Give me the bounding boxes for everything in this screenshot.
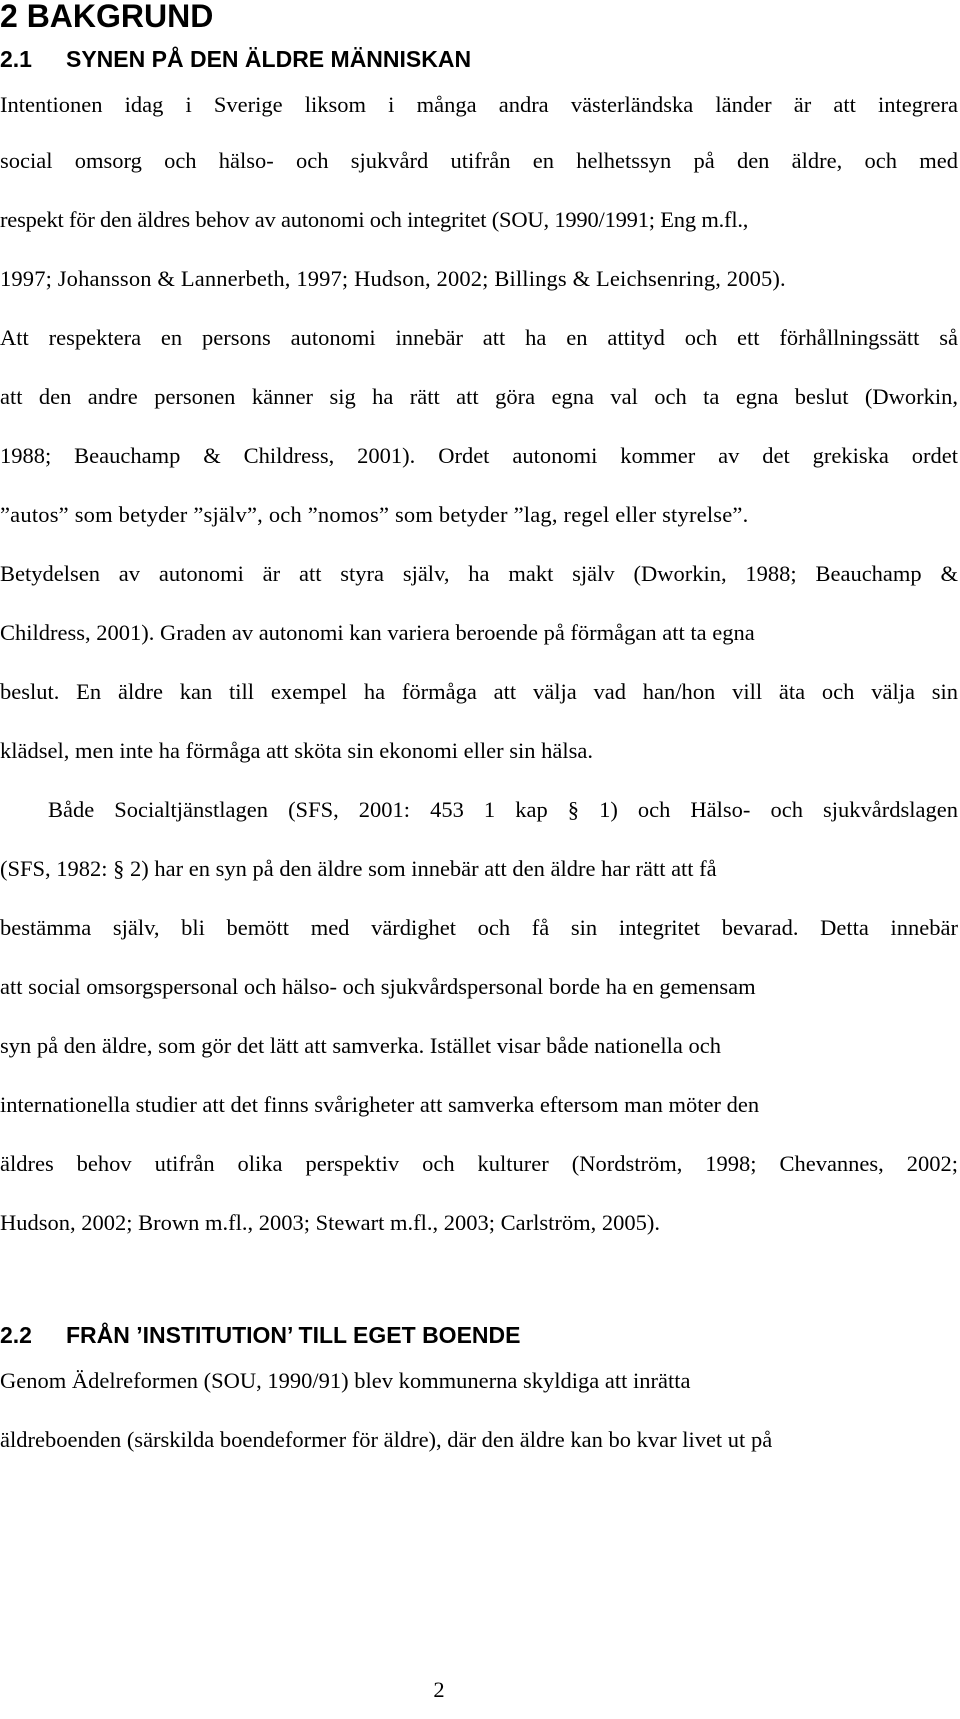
text-line: Hudson, 2002; Brown m.fl., 2003; Stewart m.fl., 2003; Carlström, 2005). [0, 1210, 660, 1235]
text-line: Childress, 2001). Graden av autonomi kan variera beroende på förmågan att ta egna [0, 620, 755, 645]
subsection-number: 2.1 [0, 46, 32, 72]
text-line: (SFS, 1982: § 2) har en syn på den äldre som innebär att den äldre har rätt att få [0, 856, 717, 881]
text-line: Betydelsen av autonomi är att styra själv, ha makt själv (Dworkin, 1988; Beauchamp & [0, 561, 958, 586]
subsection-heading-2-1 [0, 44, 471, 74]
text-line: bestämma själv, bli bemött med värdighet och få sin integritet bevarad. Detta innebär [0, 915, 958, 940]
section-heading: 2 BAKGRUND [0, 0, 214, 34]
text-line: Intentionen idag i Sverige liksom i många andra västerländska länder är att integrera [0, 92, 958, 117]
text-line: att social omsorgspersonal och hälso- och sjukvårdspersonal borde ha en gemensam [0, 974, 756, 999]
text-line: 1988; Beauchamp & Childress, 2001). Ordet autonomi kommer av det grekiska ordet [0, 443, 958, 468]
text-line: äldreboenden (särskilda boendeformer för äldre), där den äldre kan bo kvar livet ut på [0, 1427, 773, 1452]
text-line: Både Socialtjänstlagen (SFS, 2001: 453 1 kap § 1) och Hälso- och sjukvårdslagen [48, 797, 958, 822]
text-line: beslut. En äldre kan till exempel ha förmåga att välja vad han/hon vill äta och välja sin [0, 679, 958, 704]
text-line: Genom Ädelreformen (SOU, 1990/91) blev kommunerna skyldiga att inrätta [0, 1368, 691, 1393]
text-line: Att respektera en persons autonomi innebär att ha en attityd och ett förhållningssätt så [0, 325, 958, 350]
text-line: respekt för den äldres behov av autonomi och integritet (SOU, 1990/1991; Eng m.fl., [0, 207, 749, 232]
subsection-title: FRÅN ’INSTITUTION’ TILL EGET BOENDE [66, 1322, 521, 1348]
subsection-heading-2-2 [0, 1320, 520, 1350]
text-line: att den andre personen känner sig ha rätt att göra egna val och ta egna beslut (Dworkin, [0, 384, 958, 409]
text-line: internationella studier att det finns svårigheter att samverka eftersom man möter den [0, 1092, 760, 1117]
text-line: 1997; Johansson & Lannerbeth, 1997; Hudson, 2002; Billings & Leichsenring, 2005). [0, 266, 786, 291]
subsection-number: 2.2 [0, 1322, 32, 1348]
page-number: 2 [433, 1677, 445, 1702]
text-line: äldres behov utifrån olika perspektiv och kulturer (Nordström, 1998; Chevannes, 2002; [0, 1151, 958, 1176]
text-line: klädsel, men inte ha förmåga att sköta sin ekonomi eller sin hälsa. [0, 738, 593, 763]
text-line: syn på den äldre, som gör det lätt att samverka. Istället visar både nationella och [0, 1033, 722, 1058]
text-line: social omsorg och hälso- och sjukvård utifrån en helhetssyn på den äldre, och med [0, 148, 958, 173]
subsection-title: SYNEN PÅ DEN ÄLDRE MÄNNISKAN [66, 46, 472, 72]
text-line: ”autos” som betyder ”själv”, och ”nomos” som betyder ”lag, regel eller styrelse”. [0, 502, 749, 527]
